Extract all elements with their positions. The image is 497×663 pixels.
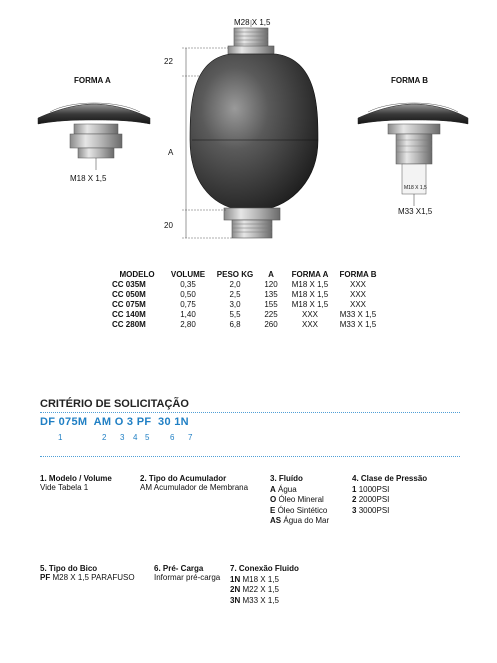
forma-b-cell: XXX xyxy=(349,290,366,299)
top-thread-label: M28 X 1,5 xyxy=(234,18,271,27)
code-position-2: 2 xyxy=(102,433,107,442)
forma-a-title: FORMA A xyxy=(74,76,111,85)
section-number: 7 xyxy=(230,564,235,573)
volume-cell: 0,50 xyxy=(180,290,196,299)
list-item: 2 2000PSI xyxy=(352,495,390,504)
section-number: 5 xyxy=(40,564,45,573)
section-classe-pressao xyxy=(352,474,427,516)
col-header-forma-b: FORMA B xyxy=(339,270,377,279)
top-port xyxy=(228,28,274,54)
spec-table-header xyxy=(112,270,382,280)
model-code: 075M xyxy=(125,300,146,309)
section-title: . Clase de Pressão xyxy=(356,474,428,483)
dimension-22-label: 22 xyxy=(164,57,173,66)
section-number: 3 xyxy=(270,474,275,483)
code-position-5: 5 xyxy=(145,433,150,442)
peso-cell: 2,5 xyxy=(229,290,241,299)
col-header-a: A xyxy=(268,270,274,279)
peso-cell: 6,8 xyxy=(229,320,241,329)
model-prefix: CC xyxy=(112,300,124,309)
list-item: 2N M22 X 1,5 xyxy=(230,585,279,594)
model-prefix: CC xyxy=(112,320,124,329)
list-item: 1N M18 X 1,5 xyxy=(230,574,279,584)
forma-a-cell: XXX xyxy=(301,320,318,329)
section-title: . Pré- Carga xyxy=(158,564,204,573)
model-code: 140M xyxy=(125,310,146,319)
section-line: Vide Tabela 1 xyxy=(40,483,89,492)
list-item: 3N M33 X 1,5 xyxy=(230,595,279,605)
section-pre-carga xyxy=(154,564,220,582)
section-title: . Conexão Fluido xyxy=(234,564,299,573)
dimension-a-label: A xyxy=(168,148,174,157)
section-fluido xyxy=(270,474,329,527)
peso-cell: 5,5 xyxy=(229,310,241,319)
forma-a-detail xyxy=(38,103,150,170)
forma-b-inner-thread-label: M18 X 1,5 xyxy=(404,185,427,191)
forma-b-cell: XXX xyxy=(349,280,366,289)
model-code: 035M xyxy=(125,280,146,289)
code-position-6: 6 xyxy=(170,433,175,442)
a-cell: 135 xyxy=(264,290,278,299)
list-item: E Óleo Sintético xyxy=(270,505,328,515)
section-title: . Fluído xyxy=(274,474,303,483)
order-criteria-title: CRITÉRIO DE SOLICITAÇÃO xyxy=(40,398,189,410)
bottom-port xyxy=(224,208,280,238)
code-position-1: 1 xyxy=(58,433,63,442)
section-line: AM Acumulador de Membrana xyxy=(140,483,249,492)
forma-a-cell: XXX xyxy=(301,310,318,319)
code-position-4: 4 xyxy=(133,433,138,442)
forma-b-title: FORMA B xyxy=(391,76,429,85)
model-prefix: CC xyxy=(112,280,124,289)
a-cell: 225 xyxy=(264,310,278,319)
table-row xyxy=(112,290,382,300)
col-header-volume: VOLUME xyxy=(170,270,206,279)
code-position-3: 3 xyxy=(120,433,125,442)
section-divider xyxy=(40,456,460,457)
volume-cell: 0,75 xyxy=(180,300,196,309)
col-header-modelo: MODELO xyxy=(119,270,155,279)
title-underline xyxy=(40,412,460,413)
section-number: 4 xyxy=(352,474,357,483)
section-tipo-bico xyxy=(40,564,135,582)
forma-a-cell: M18 X 1,5 xyxy=(291,280,329,289)
col-header-forma-a: FORMA A xyxy=(291,270,329,279)
spec-table xyxy=(112,270,382,330)
model-code: 280M xyxy=(125,320,146,329)
section-number: 2 xyxy=(140,474,145,483)
section-tipo-acumulador xyxy=(140,474,248,492)
volume-cell: 0,35 xyxy=(180,280,196,289)
forma-b-thread-label: M33 X1,5 xyxy=(398,207,433,216)
section-title: . Tipo do Bico xyxy=(44,564,98,573)
table-row xyxy=(112,300,382,310)
section-modelo-volume xyxy=(40,474,112,492)
forma-b-cell: M33 X 1,5 xyxy=(339,320,377,329)
volume-cell: 1,40 xyxy=(180,310,196,319)
peso-cell: 2,0 xyxy=(229,280,241,289)
section-number: 1 xyxy=(40,474,45,483)
volume-cell: 2,80 xyxy=(180,320,196,329)
forma-a-thread-label: M18 X 1,5 xyxy=(70,174,107,183)
dimension-20-label: 20 xyxy=(164,221,173,230)
code-position-7: 7 xyxy=(188,433,193,442)
vessel-body xyxy=(190,54,318,210)
list-item: A Água xyxy=(270,484,297,494)
peso-cell: 3,0 xyxy=(229,300,241,309)
section-title: . Modelo / Volume xyxy=(44,474,112,483)
a-cell: 260 xyxy=(264,320,278,329)
col-header-peso: PESO KG xyxy=(216,270,254,279)
list-item: 1 1000PSI xyxy=(352,484,390,494)
list-item: 3 3000PSI xyxy=(352,505,390,515)
list-item: AS Água do Mar xyxy=(270,516,330,525)
section-line: Informar pré-carga xyxy=(154,573,221,582)
forma-b-cell: XXX xyxy=(349,300,366,309)
forma-b-cell: M33 X 1,5 xyxy=(339,310,377,319)
forma-a-cell: M18 X 1,5 xyxy=(291,290,329,299)
forma-a-cell: M18 X 1,5 xyxy=(291,300,329,309)
model-code: 050M xyxy=(125,290,146,299)
model-prefix: CC xyxy=(112,290,124,299)
list-item: PF M28 X 1,5 PARAFUSO xyxy=(40,573,135,582)
table-row xyxy=(112,280,382,290)
section-number: 6 xyxy=(154,564,159,573)
section-title: . Tipo do Acumulador xyxy=(144,474,227,483)
a-cell: 120 xyxy=(264,280,278,289)
section-conexao-fluido xyxy=(230,564,299,606)
table-row xyxy=(112,310,382,320)
table-row xyxy=(112,320,382,330)
order-code: DF 075M AM O 3 PF 30 1N xyxy=(40,416,189,428)
list-item: O Óleo Mineral xyxy=(270,495,324,504)
a-cell: 155 xyxy=(264,300,278,309)
model-prefix: CC xyxy=(112,310,124,319)
